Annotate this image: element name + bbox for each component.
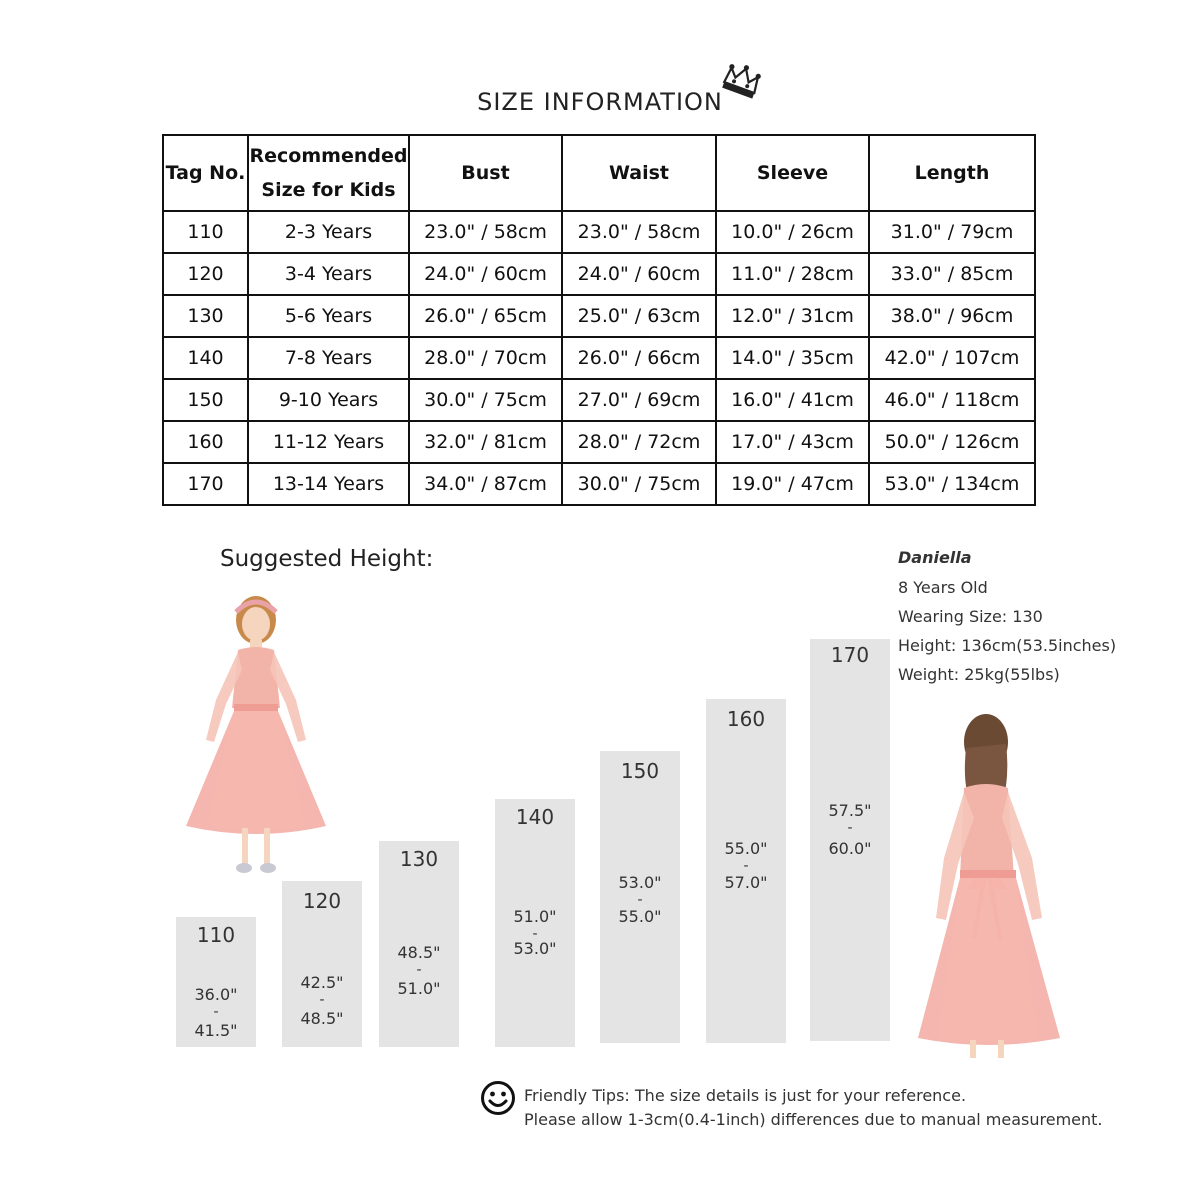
bar-max-height: 60.0": [828, 839, 872, 858]
cell-length: 31.0" / 79cm: [869, 211, 1035, 253]
table-row: [163, 463, 1035, 505]
table-row: [163, 295, 1035, 337]
bar-dash: -: [416, 962, 422, 978]
crown-icon: [720, 58, 764, 102]
table-row: [163, 337, 1035, 379]
bar-max-height: 57.0": [724, 873, 768, 892]
cell-bust: 26.0" / 65cm: [409, 295, 562, 337]
bar-dash: -: [319, 992, 325, 1008]
cell-sleeve: 14.0" / 35cm: [716, 337, 869, 379]
bar-min-height: 42.5": [300, 973, 344, 992]
cell-tag: 150: [163, 379, 248, 421]
bar-dash: -: [847, 820, 853, 836]
bar-dash: -: [213, 1004, 219, 1020]
cell-bust: 28.0" / 70cm: [409, 337, 562, 379]
cell-waist: 27.0" / 69cm: [562, 379, 716, 421]
cell-tag: 160: [163, 421, 248, 463]
suggested-height-label: Suggested Height:: [220, 546, 434, 572]
cell-age: 13-14 Years: [248, 463, 409, 505]
height-bar-110: [176, 917, 256, 1047]
cell-sleeve: 17.0" / 43cm: [716, 421, 869, 463]
cell-tag: 130: [163, 295, 248, 337]
bar-tag: 150: [620, 759, 660, 783]
table-row: [163, 379, 1035, 421]
cell-age: 5-6 Years: [248, 295, 409, 337]
bar-tag: 170: [830, 643, 870, 667]
height-bar-150: [600, 751, 680, 1043]
tips-line-1: Friendly Tips: The size details is just for your reference.: [524, 1086, 967, 1105]
cell-length: 53.0" / 134cm: [869, 463, 1035, 505]
cell-bust: 23.0" / 58cm: [409, 211, 562, 253]
model-age: 8 Years Old: [898, 578, 988, 597]
bar-max-height: 51.0": [397, 979, 441, 998]
bar-tag: 160: [726, 707, 766, 731]
size-table: [162, 134, 1036, 506]
cell-waist: 26.0" / 66cm: [562, 337, 716, 379]
bar-dash: -: [743, 858, 749, 874]
height-bar-160: [706, 699, 786, 1043]
bar-min-height: 57.5": [828, 801, 872, 820]
page-title: SIZE INFORMATION: [477, 88, 723, 116]
bar-tag: 130: [399, 847, 439, 871]
cell-bust: 24.0" / 60cm: [409, 253, 562, 295]
bar-min-height: 36.0": [194, 985, 238, 1004]
cell-age: 2-3 Years: [248, 211, 409, 253]
header-recommended-size: [248, 135, 409, 211]
header-tag-no: Tag No.: [163, 135, 248, 211]
cell-bust: 32.0" / 81cm: [409, 421, 562, 463]
height-bar-170: [810, 639, 890, 1041]
header-length: Length: [869, 135, 1035, 211]
bar-max-height: 55.0": [618, 907, 662, 926]
cell-tag: 120: [163, 253, 248, 295]
bar-max-height: 53.0": [513, 939, 557, 958]
model-height: Height: 136cm(53.5inches): [898, 636, 1117, 655]
cell-sleeve: 12.0" / 31cm: [716, 295, 869, 337]
header-waist: Waist: [562, 135, 716, 211]
model-name: Daniella: [898, 548, 972, 567]
cell-sleeve: 16.0" / 41cm: [716, 379, 869, 421]
cell-age: 9-10 Years: [248, 379, 409, 421]
cell-age: 7-8 Years: [248, 337, 409, 379]
bar-tag: 120: [302, 889, 342, 913]
cell-age: 3-4 Years: [248, 253, 409, 295]
girl-back-photo: [914, 708, 1074, 1068]
bar-tag: 110: [196, 923, 236, 947]
cell-waist: 24.0" / 60cm: [562, 253, 716, 295]
bar-dash: -: [637, 892, 643, 908]
cell-sleeve: 11.0" / 28cm: [716, 253, 869, 295]
cell-waist: 30.0" / 75cm: [562, 463, 716, 505]
cell-age: 11-12 Years: [248, 421, 409, 463]
header-rec-line1: Recommended: [249, 145, 408, 167]
bar-min-height: 48.5": [397, 943, 441, 962]
cell-waist: 23.0" / 58cm: [562, 211, 716, 253]
cell-tag: 110: [163, 211, 248, 253]
header-sleeve: Sleeve: [716, 135, 869, 211]
cell-tag: 140: [163, 337, 248, 379]
cell-sleeve: 19.0" / 47cm: [716, 463, 869, 505]
table-row: [163, 253, 1035, 295]
table-header-row: [163, 135, 1035, 211]
bar-min-height: 55.0": [724, 839, 768, 858]
cell-waist: 25.0" / 63cm: [562, 295, 716, 337]
cell-length: 33.0" / 85cm: [869, 253, 1035, 295]
cell-length: 50.0" / 126cm: [869, 421, 1035, 463]
cell-bust: 30.0" / 75cm: [409, 379, 562, 421]
table-row: [163, 421, 1035, 463]
model-info: [898, 548, 1117, 694]
bar-tag: 140: [515, 805, 555, 829]
cell-waist: 28.0" / 72cm: [562, 421, 716, 463]
bar-min-height: 51.0": [513, 907, 557, 926]
height-bar-140: [495, 799, 575, 1047]
header-rec-line2: Size for Kids: [261, 179, 396, 201]
cell-tag: 170: [163, 463, 248, 505]
bar-max-height: 41.5": [194, 1021, 238, 1040]
bar-min-height: 53.0": [618, 873, 662, 892]
girl-front-photo: [176, 590, 336, 880]
smiley-icon: [480, 1080, 516, 1116]
bar-max-height: 48.5": [300, 1009, 344, 1028]
cell-length: 38.0" / 96cm: [869, 295, 1035, 337]
bar-dash: -: [532, 926, 538, 942]
height-bar-120: [282, 881, 362, 1047]
model-wearing-size: Wearing Size: 130: [898, 607, 1043, 626]
header-bust: Bust: [409, 135, 562, 211]
model-weight: Weight: 25kg(55lbs): [898, 665, 1060, 684]
table-row: [163, 211, 1035, 253]
cell-bust: 34.0" / 87cm: [409, 463, 562, 505]
cell-length: 42.0" / 107cm: [869, 337, 1035, 379]
height-bar-130: [379, 841, 459, 1047]
cell-length: 46.0" / 118cm: [869, 379, 1035, 421]
cell-sleeve: 10.0" / 26cm: [716, 211, 869, 253]
tips-line-2: Please allow 1-3cm(0.4-1inch) differences due to manual measurement.: [524, 1110, 1103, 1129]
